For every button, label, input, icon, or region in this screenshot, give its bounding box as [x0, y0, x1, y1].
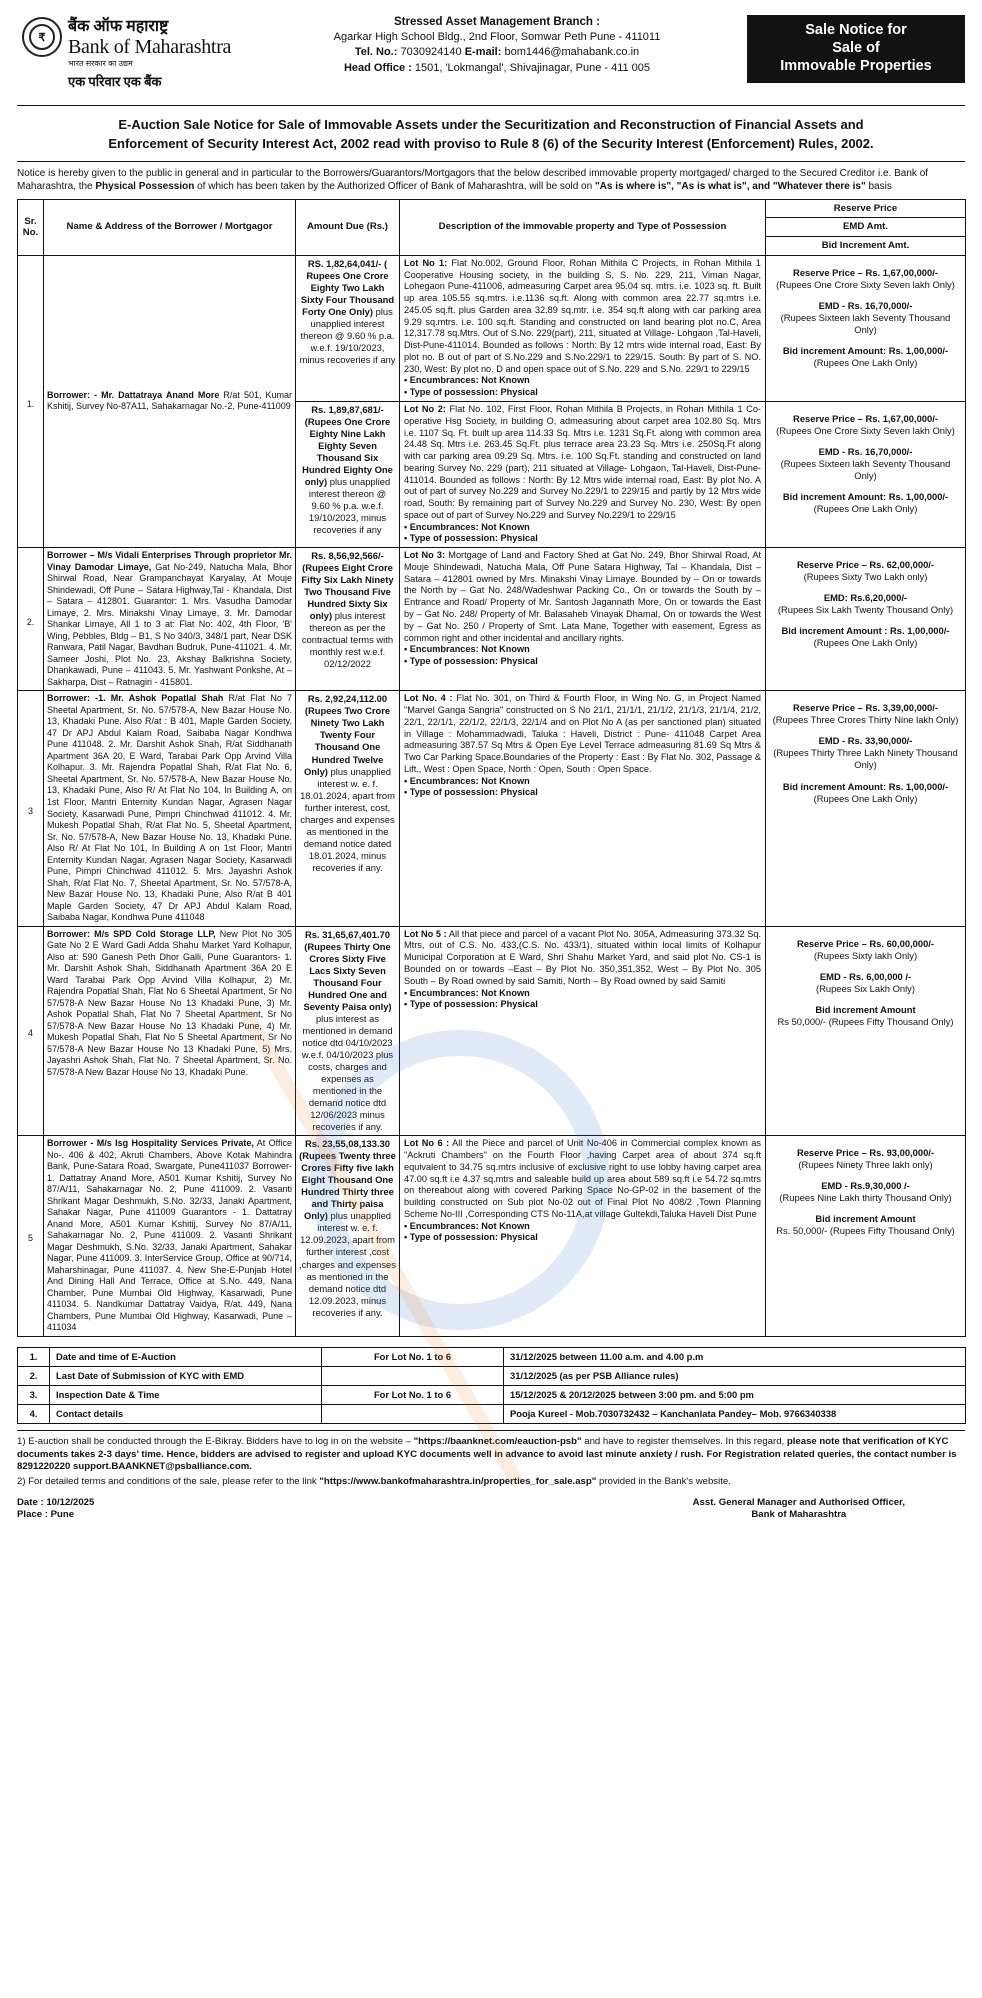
encumbrances: • Encumbrances: Not Known [404, 375, 530, 386]
bank-emblem-icon: ₹ [22, 17, 62, 57]
sr-cell: 1. [18, 255, 44, 547]
lot-number: Lot No 5 : [404, 928, 447, 939]
schedule-row [18, 1347, 966, 1366]
amount-due: Rs. 23,55,08,133.30 (Rupees Twenty three Crores Fifty five lakh Eight Thousand One Hundred Thirty three and Thirty paisa Only) [299, 1138, 396, 1222]
footer [17, 1497, 965, 1522]
borrower-cell [44, 926, 296, 1136]
borrower-name: Borrower: -1. Mr. Ashok Popatlal Shah [47, 693, 224, 704]
spacer [769, 437, 962, 446]
spacer [769, 929, 962, 938]
spacer [769, 1204, 962, 1213]
reserve-price: Reserve Price – Rs. 60,00,000/- [796, 937, 935, 949]
spacer [769, 336, 962, 345]
borrower-cell [44, 691, 296, 926]
reserve-words: (Rupees Sixty Two Lakh only) [803, 571, 928, 583]
notes [17, 1430, 965, 1489]
possession-type: • Type of possession: Physical [404, 533, 538, 544]
property-description [404, 404, 761, 522]
encumbrances: • Encumbrances: Not Known [404, 775, 530, 786]
amount-cell [296, 691, 400, 926]
borrower-address: At Office No-. 406 & 402, Akruti Chambers, Above Kotak Mahindra Bank, Pune-Satara Road, Swargate, Pune411037 Borrower- 1. Dattatray Anand More, A501 Kumar Kshitij, Survey No 87/A/11, Sahakarnagar No. 2, Pune 411009. 2. Vasanti Shrikant Magar Deshmukh, S.No. 32/33, Janaki Apartment, Sahakar Nagar, Pune 411009 Guarantors - 1. Dattatray Anand More, A501 Kumar Kshitij, Survey No 87/A/11, Sahakarnagar No. 2, Pune 411009. 2. Vasanti Shrikant Magar Deshmukh, S.No. 32/33, Janaki Apartment, Sahakar Nagar, Pune 411009. 3. InterService Group, Office at 90/714, Maharshinagar, Pune 411037. 4. New She-E-Punjab Hotel And Dining Hall And Terrace, Office at S.No. 449, Nana Chamber, Pune Mumbai Old Highway, Kasarwadi, Pune 411034. 5. Nandkumar Dattatray Vaidya, R/at. 449, Nana Chambers, Pune Mumbai Old Highway, Kasarwadi, Pune – 411034 [47, 1138, 292, 1333]
reserve-price: Reserve Price – Rs. 62,00,000/- [796, 559, 935, 571]
lot-description: Flat No. 301, on Third & Fourth Floor, in Wing No. G, in Project Named "Marvel Ganga Sangria" constructed on S No 21/1, 21/1/1, 21/1/2, 21/1/3, 21/1/4, 21/2, 22/1, 22/1/1, 22/1/2, 22/1/3, 22/1/4 and on Plot No A (as per sanctioned plan) situated in Village : Mohammadwadi, Taluka : Haveli, District : Pune- 411048 Carpet Area admeasuring 387.57 Sq Mtrs & Open Eye Level Terrace admeasuring 81.69 Sq Mtrs & Two Car Parking Space.Boundaries of the Property : East : By Flat No. 302, Passage & Lift., West : Open Space, North : Open, South : Open Space. [404, 693, 761, 774]
intro-text: Notice is hereby given to the public in general and in particular to the Borrowers/Guarantors/Mortgagors that the below described immovable property mortgaged/ charged to the Secured Creditor i.e. Bank of Maharashtra, the [17, 167, 929, 193]
spacer [769, 1138, 962, 1147]
emd-words: (Rupees Six Lakh Only) [815, 982, 915, 994]
schedule-row [18, 1386, 966, 1405]
spacer [769, 404, 962, 413]
borrower-address: R/at Flat No 7 Sheetal Apartment, Sr. No. 57/578-A, New Bazar House No. 13, Khadaki Pune. Also R/at : B 401, Maple Garden Society, 47 Dr APJ Abdul Kalam Road, Saibaba Nagar Kondhwa Pune 411048. 2. Mr. Darshit Ashok Shah, R/at Siddhanath Apartment 36A 20, E Ward, Tarabai Park Opp Arvind Villa Kolhapur. 3. Mr. Rajendra Popatlal Shah, R/at Flat No. 6, Sheetal Apartment, Sr. No. 57/578-A, New Bazar House No. 13, Khadaki Pune, Also R/ At Flat No 104, In Building A, on 1st Floor, Mantri Enternity Kundan Nagar, Agrasen Nagar Society, Kasarwadi Pune, Pimpri Chinchwad 411012. 4. Mr. Mukesh Popatlal Shah, R/at Flat No. 5, Sheetal Apartment, Sr. No. 57/578-A, New Bazar House No. 13, Khadaki Pune. Also R/ At Flat No 101, In Building A on 1st Floor, Mantri Enternity Kundan Nagar, Agrasen Nagar Society, Kasarwadi Pune, Pimpri Chinchwad 411012. 5. Mrs. Jayashri Ashok Shah, R/at Flat No. 7, Sheetal Apartment, Sr. No. 57/578-A, New Bazar House No. 13, Khadaki Pune, Also R/at B 401 Maple Garden Society, 47 Dr APJ Abdul Kalam Road, Saibaba Nagar, Kondhwa Pune 411048 [47, 693, 292, 923]
emd-words: (Rupees Thirty Three Lakh Ninety Thousand Only) [773, 747, 958, 771]
spacer [769, 482, 962, 491]
bank-slogan: एक परिवार एक बैंक [68, 74, 162, 90]
amount-terms: plus unapplied interest thereon @ 9.60 % p.a. w.e.f. 19/10/2023, minus recoveries if any [299, 305, 396, 366]
schedule-lots: For Lot No. 1 to 6 [322, 1386, 504, 1405]
encumbrances: • Encumbrances: Not Known [404, 521, 530, 532]
emd-words: (Rupees Sixteen lakh Seventy Thousand Only) [780, 311, 951, 335]
lot-number: Lot No 3: [404, 550, 446, 561]
spacer [769, 550, 962, 559]
reserve-cell [766, 691, 966, 926]
amount-due: Rs. 1,89,87,681/- (Rupees One Crore Eighty Nine Lakh Eighty Seven Thousand Six Hundred Eighty One only) [302, 403, 393, 488]
sale-notice-box [747, 15, 965, 83]
description-cell [400, 548, 766, 691]
spacer [769, 962, 962, 971]
amount-cell [296, 255, 400, 401]
lot-description: All that piece and parcel of a vacant Plot No. 305A, Admeasuring 373.32 Sq. Mtrs, out of C.S. No. 433,(C.S. No. 433/1), situated within local limits of Kolhapur Municipal Corporation at E Ward, Shri Shahu Market Yard, and said plot No. CS-1 is Bounded on or towards –East – By Plot No. 350,351,352, West – By Plot No. 305 South – By Road owned by said Samiti, North – By Road owned by said Samiti [404, 928, 762, 986]
spacer [769, 1171, 962, 1180]
spacer [769, 693, 962, 702]
table-row [18, 255, 966, 401]
branch-title: Stressed Asset Management Branch : [393, 16, 600, 28]
col-sr: Sr. No. [18, 199, 44, 255]
col-reserve [766, 199, 966, 255]
reserve-words: (Rupees One Crore Sixty Seven lakh Only) [776, 425, 955, 437]
borrower-name: Borrower – M/s Vidali Enterprises Through proprietor Mr. Vinay Damodar Limaye, [47, 550, 292, 572]
head-office-address: 1501, 'Lokmangal', Shivajinagar, Pune - 411 005 [414, 61, 651, 74]
property-table [17, 199, 966, 1337]
table-row [18, 926, 966, 1136]
description-cell [400, 255, 766, 401]
spacer [769, 583, 962, 592]
amount-terms: plus unapplied interest w. e. f. 12.09.2023, apart from further interest ,cost ,charges and expenses as mentioned in the demand notice dtd 12.09.2023, minus recoveries if any. [299, 1210, 396, 1318]
col-emd: EMD Amt. [766, 218, 965, 237]
amount-cell [296, 548, 400, 691]
lot-description: Flat No. 102, First Floor, Rohan Mithila B Projects, in Rohan Mithila 1 Co-operative Hsg Society, in building O, admeasuring about carpet area 102.80 Sq. Mtrs i.e. 1107 Sq. Ft. built up area 114.33 Sq. Mtrs i.e. 1231 Sq.Ft. along with common area 24.48 Sq. Mtrs i.e. 263.45 Sq.Ft. plus terrace area 23.23 Sq. Mtrs i.e. 250Sq.Ft along with car parking area 09.29 Sq. Mtrs. i.e. 100 Sq.Ft. standing and constructed on land bearing Survey No. 229 (part), 211 situated at Village- Lohgaon, Tal-Haveli, Dist-Pune-411014. Bounded as follows : North: By 12 Mtrs wide internal road, East: By plot No. A out of part of survey No.229 and Survey No.229/1 to 229/15 and partly by 12 Mtrs wide road, South: By remaining part of Survey No.229 and Survey No. 230, West: By open space out of part of Survey No.229 and Survey No.229/1 to 229/15 [404, 403, 761, 520]
borrower-cell [44, 255, 296, 547]
amount-due: RS. 1,82,64,041/- ( Rupees One Crore Eighty Two Lakh Sixty Four Thousand Forty One Only) [300, 257, 395, 317]
schedule-value: 15/12/2025 & 20/12/2025 between 3:00 pm. and 5:00 pm [504, 1386, 966, 1405]
emd-amount: EMD - Rs. 16,70,000/- [818, 446, 913, 458]
bank-logo-block [17, 14, 247, 90]
bid-words: Rs 50,000/- (Rupees Fifty Thousand Only) [777, 1015, 954, 1027]
amount-cell [296, 1136, 400, 1337]
emd-amount: EMD: Rs.6,20,000/- [823, 592, 908, 604]
encumbrances: • Encumbrances: Not Known [404, 987, 530, 998]
lot-number: Lot No 1: [404, 257, 448, 268]
description-cell [400, 401, 766, 547]
property-description [404, 929, 761, 988]
spacer [769, 291, 962, 300]
schedule-table [17, 1347, 966, 1424]
property-description [404, 693, 761, 775]
possession-type: • Type of possession: Physical [404, 999, 538, 1010]
borrower-name: Borrower - M/s Isg Hospitality Services Private, [47, 1138, 254, 1149]
encumbrances: • Encumbrances: Not Known [404, 644, 530, 655]
emd-amount: EMD - Rs. 16,70,000/- [818, 299, 913, 311]
lot-number: Lot No. 4 : [404, 693, 453, 704]
amount-cell [296, 401, 400, 547]
amount-terms: plus unapplied interest thereon @ 9.60 % p.a. w.e.f. 19/10/2023, minus recoveries if any [308, 476, 391, 536]
sr-cell: 3 [18, 691, 44, 926]
schedule-value: 31/12/2025 between 11.00 a.m. and 4.00 p.m [504, 1347, 966, 1366]
col-bid-increment: Bid Increment Amt. [821, 240, 910, 252]
bid-words: (Rupees One Lakh Only) [813, 792, 918, 804]
schedule-lots [322, 1405, 504, 1424]
spacer [769, 995, 962, 1004]
reserve-cell [766, 548, 966, 691]
borrower-address: New Plot No 305 Gate No 2 E Ward Gadi Adda Shahu Market Yard Kolhapur, Also at: 590 Ganesh Peth Dhor Galli, Pune Guarantors- 1. Mr. Darshit Ashok Shah, Siddhanath Apartment 36A 20 E Ward Tarabai Park Opp Arvind Villa Kolhapur, 2) Mr. Rajendra Popatlal Shah, Flat No 6 Sheetal Apartment, Sr No 57/578-A New Bazar House No 13 Khadaki Pune, 3) Mr. Ashok Popatlal Shah, Flat No 7 Sheetal Apartment, Sr No 57/578-A New Bazar House No 13 Khadaki Pune, 4) Mr. Mukesh Popatlal Shah, Flat No 5 Sheetal Apartment, Sr No 57/578-A New Bazar House No 13 Khadaki Pune, 5) Mrs. Jayashri Ashok Shah, Flat No. 7 Sheetal Apartment, Sr. No. 57/578-A New Bazar House No 13, Khadaki Pune. [47, 928, 292, 1077]
possession-type: • Type of possession: Physical [404, 1232, 538, 1243]
property-description [404, 258, 761, 376]
borrower-name: Borrower: M/s SPD Cold Storage LLP, [47, 928, 216, 939]
bid-increment: Bid increment Amount: Rs. 1,00,000/- [782, 491, 949, 503]
intro-text: of which has been taken by the Authorized Officer of Bank of Maharashtra, will be sold on [194, 181, 595, 193]
intro-bold: "As is where is", "As is what is", and "Whatever there is" [594, 181, 866, 193]
borrower-address: Gat No-249, Natucha Mala, Bhor Shirwal Road, Near Grampanchayat Karyalay, At Mouje Shindewadi, Off Pune – Satara Highway,Tal - Khandala, Dist – Satara – 412801. Guarantor: 1. Mrs. Vasudha Damodar Limaye, 2. Mrs. Minakshi Vinay Limaye, 3. Mr. Damodar Shankar Limaye, All 1 to 3 at: Flat No: 402, 4th Floor, 'B' Wing, Pebbles, Bldg – B1, S No 340/3, 348/1 part, Near DSK Ranwara, Patil Nagar, Bavdhan Budruk, Pune-411021. 4. Mr. Sameer Joshi, Plot No. 23, Akshay Balkrishna Society, Dhankawadi, Pune – 411043. 5. Mr. Yashwant Ponkshe, At – Sakharpa, Dist – Ratnagiri - 415801. [47, 561, 292, 687]
lot-description: Mortgage of Land and Factory Shed at Gat No. 249, Bhor Shirwal Road, At Mouje Shindewadi, Natucha Mala, Off Pune Satara Highway, Tal – Khandala, Dist – Satara – 412801 owned by Mrs. Minakshi Vinay Limaye. Bounded by – On or towards the North by – Gat No. 248/Wadeshwar Packing Co., On or towards the South by – Entrance and Road/ Property of Mr. Santosh Jagannath More, On or towards the East by – Gat No. 248/ Property of Mr. Balasaheb Vinayak Dhamal, On or towards the West by – Gat No. 250 / Property of Smt. Lata Mane, Together with easement, Egress as common right and other incidental and ancillary rights. [404, 550, 761, 643]
reserve-cell [766, 926, 966, 1136]
email-label: E-mail: [464, 46, 502, 59]
amount-due: Rs. 31,65,67,401.70 (Rupees Thirty One Crores Sixty Five Lacs Sixty Seven Thousand Four Hundred One and Seventy Paisa only) [303, 928, 392, 1012]
tel-label: Tel. No.: [354, 46, 398, 59]
col-reserve-price: Reserve Price [766, 200, 965, 219]
schedule-row [18, 1367, 966, 1386]
auction-link[interactable]: "https://baanknet.com/eauction-psb" [413, 1436, 582, 1448]
col-amount: Amount Due (Rs.) [296, 199, 400, 255]
reserve-cell [766, 1136, 966, 1337]
signatory: Asst. General Manager and Authorised Officer, [692, 1496, 905, 1508]
table-row [18, 691, 966, 926]
bid-words: Rs. 50,000/- (Rupees Fifty Thousand Only) [776, 1225, 955, 1237]
emd-amount: EMD - Rs.9,30,000 /- [821, 1180, 910, 1192]
reserve-words: (Rupees Three Crores Thirty Nine lakh Only) [772, 714, 959, 726]
reserve-price: Reserve Price – Rs. 3,39,00,000/- [793, 702, 938, 714]
bank-name-hindi: बैंक ऑफ महाराष्ट्र [68, 18, 169, 35]
bank-name: Bank of Maharashtra [68, 36, 232, 58]
emd-amount: EMD - Rs. 33,90,000/- [818, 735, 913, 747]
schedule-label: Contact details [50, 1405, 322, 1424]
branch-address: Agarkar High School Bldg., 2nd Floor, Somwar Peth Pune - 411011 [333, 31, 661, 44]
bid-words: (Rupees One Lakh Only) [813, 503, 918, 515]
schedule-lots [322, 1367, 504, 1386]
possession-type: • Type of possession: Physical [404, 787, 538, 798]
bid-increment: Bid increment Amount: Rs. 1,00,000/- [782, 780, 949, 792]
lot-number: Lot No 2: [404, 403, 446, 414]
intro-text: basis [865, 181, 892, 193]
email-address: bom1446@mahabank.co.in [504, 46, 640, 59]
reserve-price: Reserve Price – Rs. 93,00,000/- [796, 1147, 935, 1159]
encumbrances: • Encumbrances: Not Known [404, 1220, 530, 1231]
note-2: 2) For detailed terms and conditions of the sale, please refer to the link "https://www.bankofmaharashtra.in/properties_for_sale.asp" provided in the Bank's website. [17, 1476, 731, 1488]
title-line: E-Auction Sale Notice for Sale of Immovable Assets under the Securitization and Reconstruction of Financial Assets and [118, 117, 864, 132]
col-borrower: Name & Address of the Borrower / Mortgagor [44, 199, 296, 255]
description-cell [400, 1136, 766, 1337]
note-1: 1) E-auction shall be conducted through the E-Bikray. Bidders have to log in on the website – "https://baanknet.com/eauction-psb" and have to register themselves. In this regard, please note that verification of KYC documents takes 2-3 days' time. Hence, bidders are advised to register and upload KYC documents well in advance to avoid last minute anxiety / rush. For Registration related queries, the contact number is 8291220220 support.BAANKNET@psballiance.com. [17, 1436, 957, 1473]
lot-description: Flat No.002, Ground Floor, Rohan Mithila C Projects, in Rohan Mithila 1 Cooperative Housing society, in the building S, S. No. 229, 211, Viman Nagar, Lohegaon Pune-411006, admeasuring Carpet area 95.04 sq. mtrs. i.e. 1023 sq. ft. Built up area 105.55 sq.mtrs. i.e.1136 sq.ft. Along with common area 22.77 sq.mtrs i.e. 245.05 sq.ft. plus Garden area 32.89 sq.mtr. i.e. 354 sq.ft along with car parking area 9.29 sq.mtrs. i.e. 100 sq.ft. Standing and constructed on land bearing plot no.C, Area 12,317.78 sq.Mtrs. Out of S.No. 229(part), 211, situated at Village- Lohgaon ,Tal-Haveli, Dist-Pune-411014. Bounded as follows : North: By 12 mtrs wide internal road, East: By plot no. B out of part of S.No.229 and S.No.229/1 to 229/15. South: By part of S. NO. 230, West: By plot no. D and open space out of S.No. 229 and S.No. 229/1 to 229/15 [404, 257, 761, 374]
bid-words: (Rupees One Lakh Only) [813, 637, 918, 649]
schedule-value: Pooja Kureel - Mob.7030732432 – Kanchanlata Pandey– Mob. 9766340338 [504, 1405, 966, 1424]
description-cell [400, 691, 766, 926]
bid-increment: Bid increment Amount: Rs. 1,00,000/- [782, 344, 949, 356]
col-description: Description of the immovable property and Type of Possession [400, 199, 766, 255]
sale-notice-line: Sale of [832, 40, 880, 57]
possession-type: • Type of possession: Physical [404, 387, 538, 398]
lot-description: All the Piece and parcel of Unit No-406 in Commercial complex known as "Ackruti Chambers" on the Fourth Floor ,having Carpet area of about 374 sq.ft equivalent to 34.75 sq.mtrs inclusive of exclusive right to use lobby having carpet area 47.00 sq.ft i.e 4.37 sq.mtrs and saleable build up area about 589 sq.ft i.e 54.72 sq.mtrs on thereabout along with covered Parking Space No-GP-02 in the basement of the building constructed on Sub plot No-02 out of Final Plot No 408/2 ,Town Planning Scheme No-III ,Corresponding CTS No-11A,at village Gultekdi,Taluka Haveli Dist Pune [404, 1138, 762, 1219]
possession-type: • Type of possession: Physical [404, 656, 538, 667]
emd-words: (Rupees Nine Lakh thirty Thousand Only) [779, 1192, 952, 1204]
sale-notice-line: Immovable Properties [780, 58, 932, 75]
bid-increment: Bid increment Amount : Rs. 1,00,000/- [781, 625, 950, 637]
signatory-bank: Bank of Maharashtra [751, 1508, 847, 1520]
amount-terms: plus interest thereon as per the contractual terms with monthly rest w.e.f. 02/12/2022 [301, 610, 394, 670]
reserve-price: Reserve Price – Rs. 1,67,00,000/- [793, 266, 938, 278]
emd-words: (Rupees Six Lakh Twenty Thousand Only) [777, 604, 954, 616]
lot-number: Lot No 6 : [404, 1138, 450, 1149]
amount-cell [296, 926, 400, 1136]
borrower-cell [44, 1136, 296, 1337]
notice-place: Place : Pune [17, 1508, 75, 1520]
sr-cell: 2. [18, 548, 44, 691]
schedule-label: Last Date of Submission of KYC with EMD [50, 1367, 322, 1386]
schedule-no: 4. [18, 1405, 50, 1424]
amount-terms: plus interest as mentioned in demand notice dtd 04/10/2023 w.e.f. 04/10/2023 plus costs, charges and expenses as mentioned in the demand notice dtd 12/06/2023 minus recoveries if any. [301, 1012, 394, 1133]
property-table-body [18, 255, 966, 1336]
bid-increment: Bid increment Amount [815, 1213, 916, 1225]
amount-terms: plus unapplied interest w. e. f. 18.01.2024, apart from further interest, cost, charges and expenses as mentioned in the demand notice dated 18.01.2024, minus recoveries if any. [300, 765, 395, 873]
bid-words: (Rupees One Lakh Only) [813, 356, 918, 368]
emd-words: (Rupees Sixteen lakh Seventy Thousand Only) [780, 458, 951, 482]
reserve-words: (Rupees One Crore Sixty Seven lakh Only) [776, 278, 955, 290]
notice-title [17, 106, 965, 162]
schedule-value: 31/12/2025 (as per PSB Alliance rules) [504, 1367, 966, 1386]
schedule-row [18, 1405, 966, 1424]
schedule-label: Inspection Date & Time [50, 1386, 322, 1405]
branch-address-block [247, 14, 747, 76]
sale-notice-line: Sale Notice for [805, 22, 907, 38]
ho-label: Head Office : [343, 61, 412, 74]
amount-due: Rs. 2,92,24,112.00 (Rupees Two Crore Ninety Two Lakh Twenty Four Thousand One Hundred Twelve Only) [303, 693, 391, 777]
borrower-address: R/at 501, Kumar Kshitij, Survey No-87A11, Sahakarnagar No.-2, Pune-411009 [47, 389, 292, 412]
tel-number: 7030924140 [400, 46, 462, 59]
title-line: Enforcement of Security Interest Act, 2002 read with proviso to Rule 8 (6) of the Security Interest (Enforcement) Rules, 2002. [108, 135, 874, 151]
bank-tagline: भारत सरकार का उद्यम [68, 59, 133, 68]
sr-cell: 4 [18, 926, 44, 1136]
notice-date: Date : 10/12/2025 [17, 1496, 95, 1508]
reserve-words: (Rupees Ninety Three lakh only) [798, 1159, 933, 1171]
spacer [769, 616, 962, 625]
schedule-label: Date and time of E-Auction [50, 1347, 322, 1366]
schedule-lots: For Lot No. 1 to 6 [322, 1347, 504, 1366]
spacer [769, 258, 962, 267]
sr-cell: 5 [18, 1136, 44, 1337]
property-description [404, 1138, 761, 1220]
spacer [769, 772, 962, 781]
table-row [18, 548, 966, 691]
borrower-cell [44, 548, 296, 691]
table-row [18, 1136, 966, 1337]
reserve-cell [766, 401, 966, 547]
emd-amount: EMD - Rs. 6,00,000 /- [819, 970, 912, 982]
schedule-no: 3. [18, 1386, 50, 1405]
amount-due: Rs. 8,56,92,566/- (Rupees Eight Crore Fifty Six Lakh Ninety Two Thousand Five Hundred Sixty Six only) [301, 550, 394, 622]
reserve-cell [766, 255, 966, 401]
intro-bold: Physical Possession [95, 181, 195, 193]
bid-increment: Bid increment Amount [815, 1003, 916, 1015]
reserve-words: (Rupees Sixty lakh Only) [813, 949, 918, 961]
schedule-no: 2. [18, 1367, 50, 1386]
description-cell [400, 926, 766, 1136]
reserve-price: Reserve Price – Rs. 1,67,00,000/- [793, 412, 938, 424]
borrower-name: Borrower: - Mr. Dattatraya Anand More [47, 389, 220, 400]
schedule-no: 1. [18, 1347, 50, 1366]
properties-link[interactable]: "https://www.bankofmaharashtra.in/properties_for_sale.asp" [319, 1476, 597, 1488]
spacer [769, 726, 962, 735]
intro-paragraph [17, 162, 965, 199]
letterhead [17, 6, 965, 106]
property-description [404, 550, 761, 644]
